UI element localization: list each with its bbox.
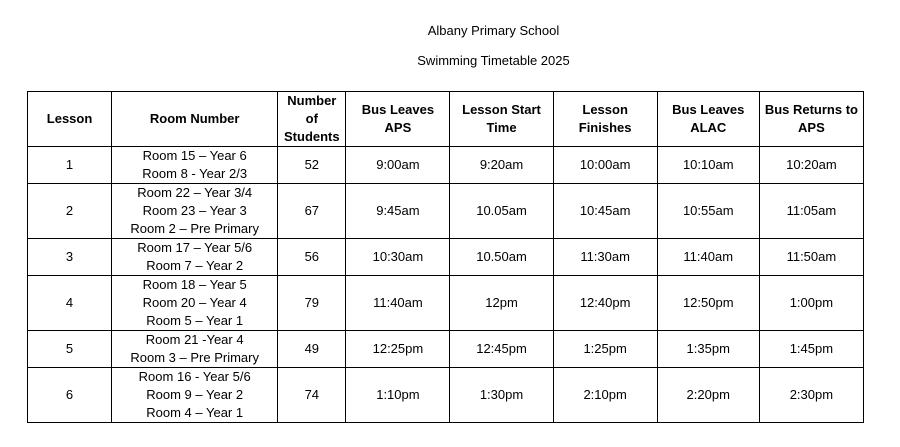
students-cell: 79: [278, 276, 346, 331]
column-header-lesson: Lesson: [28, 92, 112, 147]
header-row: [28, 92, 864, 147]
lesson-cell: 4: [28, 276, 112, 331]
bus-leaves-alac-cell: 11:40am: [657, 239, 759, 276]
lesson-finishes-cell: 12:40pm: [553, 276, 657, 331]
room-number-cell: [112, 184, 278, 239]
column-header-bus-returns-to-aps: Bus Returns to APS: [759, 92, 863, 147]
bus-leaves-aps-cell: 11:40am: [346, 276, 450, 331]
room-entry: Room 20 – Year 4: [142, 295, 247, 310]
swimming-timetable: [27, 91, 864, 423]
lesson-finishes-cell: 11:30am: [553, 239, 657, 276]
room-entry: Room 17 – Year 5/6: [137, 240, 253, 255]
bus-returns-aps-cell: 11:05am: [759, 184, 863, 239]
table-row: [28, 239, 864, 276]
room-number-cell: [112, 147, 278, 184]
bus-leaves-alac-cell: 12:50pm: [657, 276, 759, 331]
room-entry: Room 8 - Year 2/3: [142, 166, 248, 181]
table-row: [28, 147, 864, 184]
room-entry: Room 9 – Year 2: [146, 387, 244, 402]
bus-leaves-aps-cell: 12:25pm: [346, 331, 450, 368]
lesson-start-cell: 10.50am: [450, 239, 553, 276]
room-number-cell: [112, 368, 278, 423]
room-entry: Room 3 – Pre Primary: [130, 350, 259, 365]
lesson-cell: 1: [28, 147, 112, 184]
lesson-finishes-cell: 10:45am: [553, 184, 657, 239]
table-row: [28, 368, 864, 423]
lesson-cell: 6: [28, 368, 112, 423]
room-number-cell: [112, 276, 278, 331]
lesson-finishes-cell: 1:25pm: [553, 331, 657, 368]
lesson-finishes-cell: 10:00am: [553, 147, 657, 184]
column-header-number-of-students: Number of Students: [278, 92, 346, 147]
students-cell: 52: [278, 147, 346, 184]
students-cell: 49: [278, 331, 346, 368]
column-header-lesson-start-time: Lesson Start Time: [450, 92, 553, 147]
room-entry: Room 7 – Year 2: [146, 258, 244, 273]
lesson-start-cell: 1:30pm: [450, 368, 553, 423]
room-entry: Room 2 – Pre Primary: [130, 221, 259, 236]
students-cell: 56: [278, 239, 346, 276]
room-entry: Room 18 – Year 5: [142, 277, 247, 292]
students-cell: 67: [278, 184, 346, 239]
bus-leaves-alac-cell: 1:35pm: [657, 331, 759, 368]
bus-returns-aps-cell: 2:30pm: [759, 368, 863, 423]
room-entry: Room 21 -Year 4: [145, 332, 244, 347]
bus-leaves-aps-cell: 9:00am: [346, 147, 450, 184]
lesson-start-cell: 12:45pm: [450, 331, 553, 368]
bus-returns-aps-cell: 11:50am: [759, 239, 863, 276]
table-row: [28, 184, 864, 239]
bus-leaves-aps-cell: 1:10pm: [346, 368, 450, 423]
bus-leaves-alac-cell: 2:20pm: [657, 368, 759, 423]
lesson-start-cell: 9:20am: [450, 147, 553, 184]
bus-leaves-aps-cell: 9:45am: [346, 184, 450, 239]
bus-returns-aps-cell: 1:00pm: [759, 276, 863, 331]
room-entry: Room 5 – Year 1: [146, 313, 244, 328]
table-row: [28, 276, 864, 331]
bus-returns-aps-cell: 1:45pm: [759, 331, 863, 368]
column-header-room-number: Room Number: [112, 92, 278, 147]
lesson-start-cell: 10.05am: [450, 184, 553, 239]
table-row: [28, 331, 864, 368]
column-header-lesson-finishes: Lesson Finishes: [553, 92, 657, 147]
room-entry: Room 4 – Year 1: [146, 405, 244, 420]
lesson-start-cell: 12pm: [450, 276, 553, 331]
lesson-cell: 2: [28, 184, 112, 239]
room-entry: Room 23 – Year 3: [142, 203, 247, 218]
room-number-cell: [112, 331, 278, 368]
room-entry: Room 15 – Year 6: [142, 148, 247, 163]
bus-leaves-alac-cell: 10:10am: [657, 147, 759, 184]
bus-returns-aps-cell: 10:20am: [759, 147, 863, 184]
page-title: Swimming Timetable 2025: [417, 53, 570, 68]
room-entry: Room 22 – Year 3/4: [137, 185, 253, 200]
school-name: Albany Primary School: [427, 23, 560, 38]
room-number-cell: [112, 239, 278, 276]
lesson-cell: 3: [28, 239, 112, 276]
lesson-finishes-cell: 2:10pm: [553, 368, 657, 423]
bus-leaves-alac-cell: 10:55am: [657, 184, 759, 239]
column-header-bus-leaves-alac: Bus Leaves ALAC: [657, 92, 759, 147]
lesson-cell: 5: [28, 331, 112, 368]
room-entry: Room 16 - Year 5/6: [138, 369, 251, 384]
column-header-bus-leaves-aps: Bus Leaves APS: [346, 92, 450, 147]
bus-leaves-aps-cell: 10:30am: [346, 239, 450, 276]
students-cell: 74: [278, 368, 346, 423]
